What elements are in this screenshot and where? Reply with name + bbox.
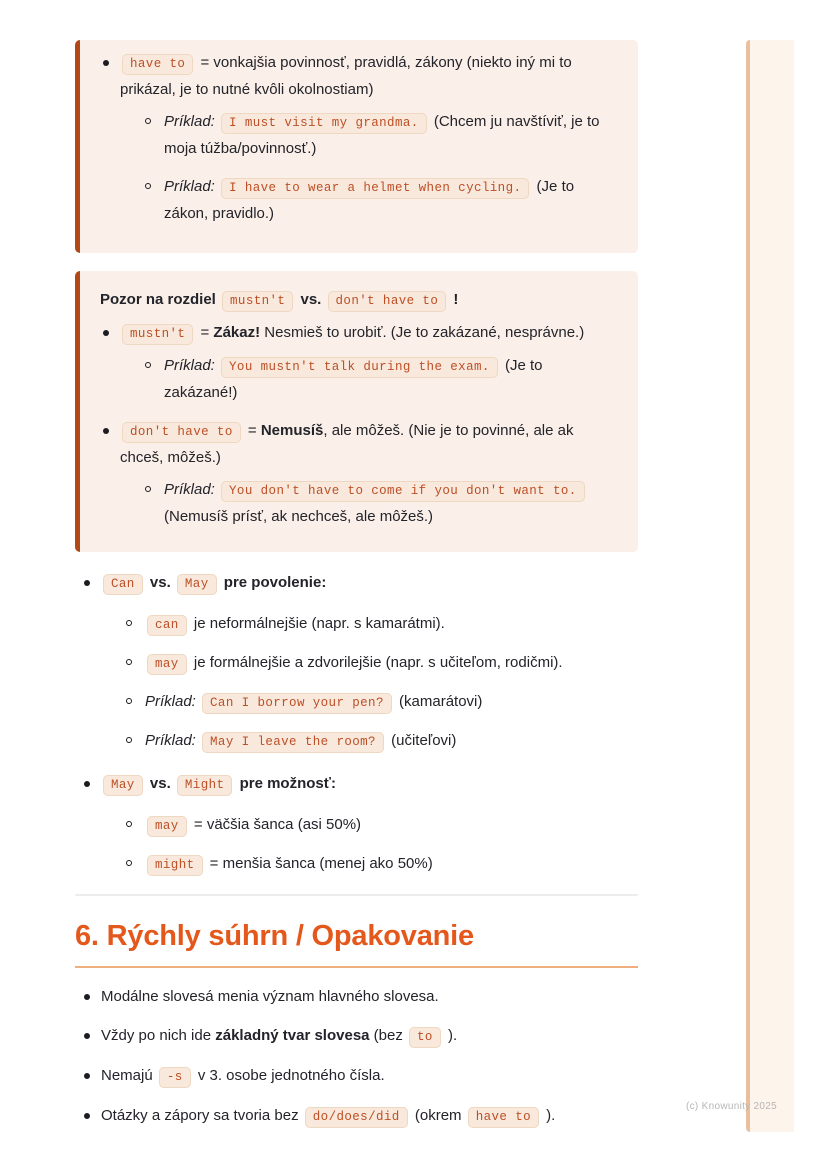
code-chip: You mustn't talk during the exam.	[221, 357, 498, 378]
text-segment: (Je to zákon, pravidlo.)	[164, 178, 575, 222]
list-level-2	[144, 109, 616, 227]
code-chip: May I leave the room?	[202, 732, 384, 753]
text-segment: = vonkajšia povinnosť, pravidlá, zákony (niekto iný mi to prikázal, je to nutné kvôli okolnostiam)	[120, 54, 572, 98]
list-item	[100, 418, 616, 530]
code-chip: -s	[159, 1067, 191, 1088]
list-item	[81, 771, 638, 878]
list-item	[125, 611, 638, 638]
adjacent-page-edge	[746, 40, 794, 1132]
text-segment: Príklad:	[164, 357, 220, 374]
list-item	[125, 812, 638, 839]
code-chip: may	[147, 816, 187, 837]
text-segment: (Chcem ju navštíviť, je to moja túžba/povinnosť.)	[164, 113, 600, 157]
code-chip: May	[177, 574, 217, 595]
text-segment: Príklad:	[164, 481, 220, 498]
text-segment: ).	[443, 1027, 458, 1044]
code-chip: to	[409, 1027, 441, 1048]
watermark: (c) Knowunity 2025	[686, 1101, 778, 1112]
text-segment: (okrem	[410, 1107, 466, 1124]
text-segment: , ale môžeš. (Nie je to povinné, ale ak chceš, môžeš.)	[120, 422, 574, 466]
text-segment: !	[449, 291, 459, 308]
code-chip: can	[147, 615, 187, 636]
list-item	[125, 650, 638, 677]
list-item	[81, 1103, 638, 1130]
text-segment: pre povolenie:	[219, 574, 327, 591]
text-segment: Zákaz!	[213, 324, 261, 341]
list-item	[144, 109, 616, 162]
list-item	[100, 320, 616, 406]
code-chip: Can I borrow your pen?	[202, 693, 392, 714]
text-segment: Vždy po nich ide	[101, 1027, 216, 1044]
section-divider	[75, 894, 638, 896]
text-segment: (Je to zakázané!)	[164, 357, 543, 401]
list-level-2	[144, 477, 616, 530]
content-column	[75, 0, 638, 1130]
list-item	[125, 851, 638, 878]
text-segment: je neformálnejšie (napr. s kamarátmi).	[189, 615, 445, 632]
have-to-callout	[75, 40, 638, 253]
text-segment: Príklad:	[145, 732, 201, 749]
text-segment: v 3. osobe jednotného čísla.	[193, 1067, 385, 1084]
code-chip: Can	[103, 574, 143, 595]
text-segment: je formálnejšie a zdvorilejšie (napr. s učiteľom, rodičmi).	[189, 654, 563, 671]
code-chip: don't have to	[122, 422, 241, 443]
text-segment: vs.	[296, 291, 326, 308]
code-chip: I have to wear a helmet when cycling.	[221, 178, 529, 199]
section-heading: 6. Rýchly súhrn / Opakovanie	[75, 918, 638, 968]
code-chip: mustn't	[222, 291, 293, 312]
code-chip: Might	[177, 775, 233, 796]
list-item	[100, 50, 616, 227]
text-segment: =	[196, 324, 214, 341]
code-chip: You don't have to come if you don't want to.	[221, 481, 585, 502]
text-segment: Nesmieš to urobiť. (Je to zakázané, nesprávne.)	[260, 324, 585, 341]
text-segment: základný tvar slovesa	[215, 1027, 370, 1044]
text-segment: Príklad:	[145, 693, 201, 710]
callout-lead	[100, 287, 616, 314]
list-item	[144, 477, 616, 530]
list-item	[81, 1023, 638, 1050]
mustnt-vs-dont-have-to-callout	[75, 271, 638, 552]
list-item	[81, 1063, 638, 1090]
code-chip: May	[103, 775, 143, 796]
text-segment: vs.	[145, 775, 175, 792]
text-segment: vs.	[145, 574, 175, 591]
summary-list	[81, 984, 638, 1130]
list-level-1	[100, 50, 616, 227]
text-segment: Nemusíš	[260, 422, 324, 439]
code-chip: may	[147, 654, 187, 675]
list-level-2	[125, 812, 638, 878]
code-chip: have to	[468, 1107, 539, 1128]
text-segment: ).	[542, 1107, 556, 1124]
text-segment: pre možnosť:	[235, 775, 336, 792]
list-level-1	[100, 320, 616, 530]
code-chip: don't have to	[328, 291, 447, 312]
text-segment: (bez	[369, 1027, 408, 1044]
list-item	[125, 689, 638, 716]
text-segment: Nemajú	[101, 1067, 157, 1084]
list-item	[125, 728, 638, 755]
text-segment: Príklad:	[164, 113, 220, 130]
code-chip: might	[147, 855, 203, 876]
text-segment: Modálne slovesá menia význam hlavného slovesa.	[101, 988, 439, 1005]
text-segment: = menšia šanca (menej ako 50%)	[205, 855, 433, 872]
code-chip: mustn't	[122, 324, 193, 345]
code-chip: I must visit my grandma.	[221, 113, 427, 134]
text-segment: (kamarátovi)	[394, 693, 483, 710]
text-segment: = väčšia šanca (asi 50%)	[189, 816, 362, 833]
can-may-might-list	[81, 570, 638, 878]
text-segment: Pozor na rozdiel	[100, 291, 221, 308]
text-segment: (učiteľovi)	[386, 732, 457, 749]
text-segment: =	[243, 422, 261, 439]
code-chip: do/does/did	[305, 1107, 408, 1128]
list-item	[144, 353, 616, 406]
list-item	[81, 570, 638, 755]
list-level-2	[144, 353, 616, 406]
list-level-2	[125, 611, 638, 755]
text-segment: (Nemusíš prísť, ak nechceš, ale môžeš.)	[164, 508, 434, 525]
code-chip: have to	[122, 54, 193, 75]
list-item	[81, 984, 638, 1010]
text-segment: Otázky a zápory sa tvoria bez	[101, 1107, 303, 1124]
list-item	[144, 174, 616, 227]
text-segment: Príklad:	[164, 178, 220, 195]
